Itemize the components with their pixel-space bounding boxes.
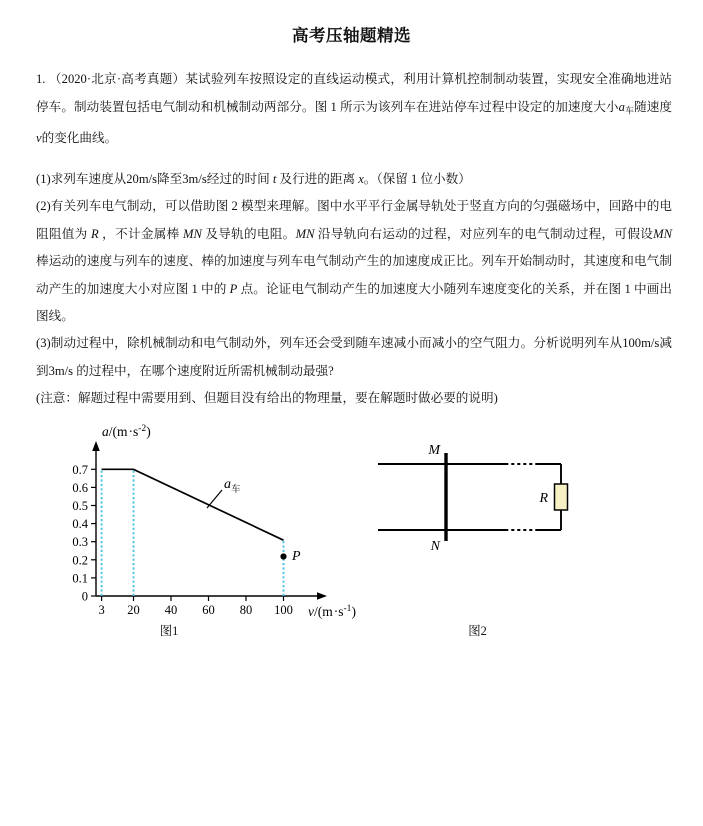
rail-circuit-diagram (372, 442, 592, 562)
svg-text:80: 80 (239, 603, 253, 617)
question-stem (36, 66, 672, 152)
sub-question-1-text-b: 及行进的距离 (276, 172, 359, 186)
sub-question-1-text-c: 。（保留 1 位小数） (363, 172, 471, 186)
chart-point-P-label: P (292, 549, 301, 564)
question-source: （2020·北京·高考真题） (48, 72, 186, 86)
chart-curve-leader-line (207, 490, 222, 508)
sub-question-1-label: (1) (36, 172, 51, 186)
svg-text:40: 40 (164, 603, 178, 617)
chart-x-tick-labels (98, 603, 292, 617)
svg-text:0.4: 0.4 (72, 517, 88, 532)
variable-a: a (618, 99, 625, 114)
svg-text:0.6: 0.6 (72, 480, 88, 495)
bar-label-N: N (430, 539, 440, 554)
figure-2-caption: 图2 (468, 624, 487, 638)
chart-figure-1 (44, 418, 364, 653)
question-stem-text-2: 随速度 (634, 99, 672, 114)
svg-text:0: 0 (81, 589, 88, 604)
sub-question-2-text-b: ，不计金属棒 (98, 226, 183, 241)
sub-question-3-label: (3) (36, 336, 51, 350)
figure-1-caption: 图1 (159, 624, 179, 638)
sub-question-2-text-f: 点。论证电气制动产生的加速度大小随列车速度变化的关系，并在图 1 中画出图线。 (36, 281, 672, 323)
sub-question-2-text-a: 有关列车电气制动，可以借助图 2 模型来理解。图中水平平行金属导轨处于竖直方向的匀强磁场中，回路中的电阻阻值为 (36, 199, 672, 241)
variable-P: P (229, 281, 238, 296)
resistor-R (555, 484, 568, 510)
variable-MN-2: MN (295, 226, 315, 241)
svg-text:0.7: 0.7 (72, 462, 88, 477)
chart-curve-label: $a_车$ (224, 477, 241, 495)
svg-text:100: 100 (274, 603, 293, 617)
sub-question-2-label: (2) (36, 199, 51, 213)
bar-label-M: M (428, 443, 440, 458)
variable-t: t (272, 172, 277, 186)
sub-question-2-text-d: 沿导轨向右运动的过程，对应列车的电气制动过程，可假设 (314, 226, 654, 241)
question-stem-text-3: 的变化曲线。 (41, 130, 118, 145)
svg-text:3: 3 (98, 603, 105, 617)
sub-question-1-text-a: 求列车速度从20m/s降至3m/s经过的时间 (50, 172, 273, 186)
svg-text:0.3: 0.3 (72, 535, 88, 550)
acceleration-velocity-chart (44, 418, 364, 623)
sub-question-2-text-c: 及导轨的电阻。 (201, 226, 296, 241)
figures-area (0, 418, 703, 653)
svg-text:0.2: 0.2 (72, 553, 88, 568)
variable-x: x (358, 172, 364, 186)
resistor-R-label: R (539, 491, 548, 506)
variable-a-subscript: 车 (624, 105, 635, 116)
chart-y-tick-labels (72, 463, 88, 604)
variable-MN-1: MN (182, 226, 202, 241)
chart-x-axis-arrow (317, 592, 327, 600)
sub-question-1 (36, 166, 672, 194)
sub-question-3 (36, 330, 672, 385)
page-title: 高考压轴题精选 (292, 26, 411, 45)
chart-y-axis-label: $a/(m\cdot s^{-2})$ (102, 424, 151, 439)
chart-x-axis-label: $v/(m\cdot s^{-1})$ (308, 604, 356, 619)
question-stem-text-1: 某试验列车按照设定的直线运动模式，利用计算机控制制动装置，实现安全准确地进站停车。制动装置包括电气制动和机械制动两部分。图 1 所示为该列车在进站停车过程中设定的加速度大小 (36, 72, 672, 114)
variable-MN-3: MN (653, 226, 673, 241)
svg-text:60: 60 (202, 603, 215, 617)
sub-question-3-text: 制动过程中，除机械制动和电气制动外，列车还会受到随车速减小而减小的空气阻力。分析说明列车从100m/s减到3m/s 的过程中，在哪个速度附近所需机械制动最强? (36, 336, 672, 378)
chart-x-ticks (102, 596, 284, 601)
chart-point-P (280, 553, 286, 559)
variable-v: v (36, 130, 42, 145)
chart-y-axis-arrow (92, 441, 100, 451)
variable-R: R (91, 226, 99, 241)
chart-y-ticks (91, 469, 96, 596)
chart-curve-a-train (102, 469, 284, 540)
circuit-figure-2 (372, 442, 592, 562)
sub-question-2 (36, 193, 672, 331)
svg-text:0.1: 0.1 (72, 571, 88, 586)
question-note: (注意：解题过程中需要用到、但题目没有给出的物理量，要在解题时做必要的说明) (36, 391, 498, 405)
question-number: 1. (36, 72, 46, 86)
chart-guide-lines (102, 469, 284, 596)
sub-question-2-text-e: 棒运动的速度与列车的速度、棒的加速度与列车电气制动产生的加速度成正比。列车开始制动时，其速度和电气制动产生的加速度大小对应图 1 中的 (36, 254, 672, 296)
svg-text:20: 20 (127, 603, 140, 617)
svg-text:0.5: 0.5 (72, 499, 88, 513)
